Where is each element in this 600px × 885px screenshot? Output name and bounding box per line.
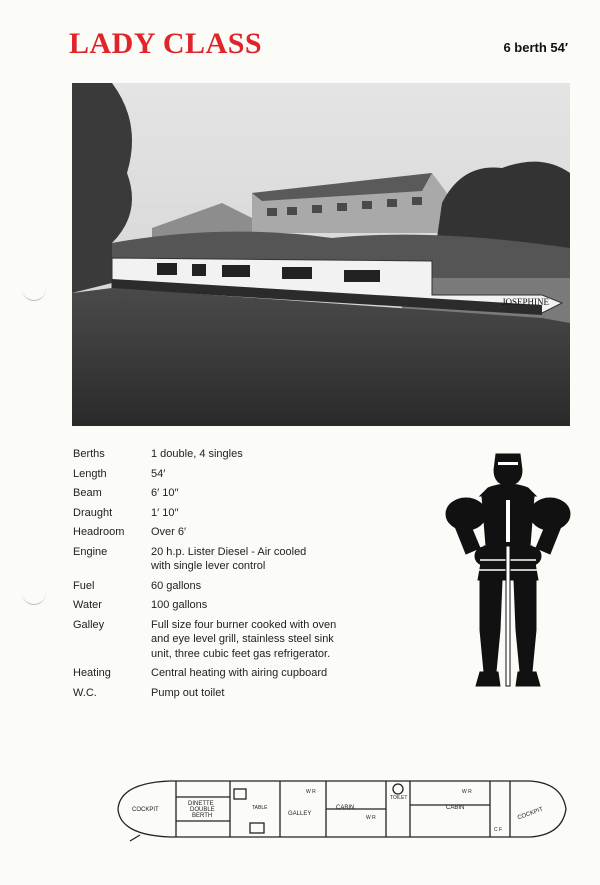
spec-row-beam	[73, 486, 393, 501]
spec-label: Headroom	[73, 526, 125, 538]
spec-label: Fuel	[73, 579, 95, 592]
spec-row-water	[73, 598, 393, 613]
page-title: LADY CLASS	[69, 27, 263, 60]
floorplan-dinette-3: BERTH	[192, 813, 213, 819]
spec-line: 1 double, 4 singles	[151, 448, 243, 460]
spec-value	[151, 686, 393, 701]
spec-label: Water	[73, 599, 102, 611]
spec-value	[151, 467, 393, 482]
spec-value	[151, 666, 393, 681]
floorplan-galley: GALLEY	[288, 811, 312, 817]
spec-line: 54′	[151, 467, 166, 480]
spec-row-length	[73, 467, 393, 482]
spec-line: 60 gallons	[151, 579, 202, 592]
spec-line: 1′ 10′′	[151, 506, 179, 519]
floorplan-cockpit-rear: COCKPIT	[132, 807, 159, 813]
spec-row-berths	[73, 447, 393, 462]
spec-line: Pump out toilet	[151, 686, 225, 699]
spec-value	[151, 486, 393, 501]
floorplan-dinette-2: DOUBLE	[190, 807, 215, 813]
spec-value	[151, 447, 393, 462]
floorplan-dinette-1: DINETTE	[188, 801, 214, 807]
spec-line: 20 h.p. Lister Diesel - Air cooled	[151, 545, 307, 558]
floorplan-toilet: TOILET	[390, 795, 408, 801]
boat-floor-plan	[110, 775, 570, 843]
floorplan-cf: C F	[494, 827, 503, 833]
spec-row-wc	[73, 686, 393, 701]
spec-line: 100 gallons	[151, 599, 208, 611]
spec-label: W.C.	[73, 686, 97, 699]
spec-row-headroom	[73, 525, 393, 540]
boat-name-label: JOSEPHINE	[502, 297, 550, 307]
spec-label: Heating	[73, 667, 111, 679]
floorplan-wr-3: W R	[462, 789, 472, 795]
spec-value	[151, 598, 393, 613]
floorplan-cockpit-front: COCKPIT	[516, 806, 544, 822]
spec-label: Engine	[73, 545, 108, 558]
floorplan-table: TABLE	[252, 805, 268, 811]
spec-row-fuel	[73, 579, 393, 594]
spec-line: Over 6′	[151, 526, 187, 538]
spec-row-engine	[73, 545, 393, 574]
spec-label: Draught	[73, 506, 113, 519]
spec-line: and eye level grill, stainless steel sink	[151, 633, 334, 645]
spec-value	[151, 618, 393, 662]
punch-hole-bottom	[22, 590, 46, 605]
spec-label: Galley	[73, 618, 105, 631]
spec-line: unit, three cubic feet gas refrigerator.	[151, 647, 331, 660]
spec-label: Berths	[73, 448, 105, 460]
floorplan-wr-2: W R	[366, 815, 376, 821]
spec-table	[73, 447, 393, 705]
spec-line: Full size four burner cooked with oven	[151, 618, 337, 631]
knight-armour-illustration	[440, 450, 576, 694]
spec-row-galley	[73, 618, 393, 662]
boat-photo	[72, 83, 570, 426]
spec-row-draught	[73, 506, 393, 521]
spec-line: with single lever control	[151, 560, 266, 572]
floorplan-cabin-2: CABIN	[446, 805, 465, 811]
spec-value	[151, 545, 393, 574]
spec-label: Length	[73, 467, 107, 480]
spec-line: 6′ 10′′	[151, 487, 179, 499]
page-subtitle: 6 berth 54′	[503, 40, 568, 55]
spec-line: Central heating with airing cupboard	[151, 667, 328, 679]
spec-value	[151, 506, 393, 521]
punch-hole-top	[22, 286, 46, 301]
floorplan-cabin-1: CABIN	[336, 805, 355, 811]
spec-value	[151, 525, 393, 540]
spec-value	[151, 579, 393, 594]
spec-row-heating	[73, 666, 393, 681]
floorplan-wr-1: W R	[306, 789, 316, 795]
spec-label: Beam	[73, 487, 102, 499]
